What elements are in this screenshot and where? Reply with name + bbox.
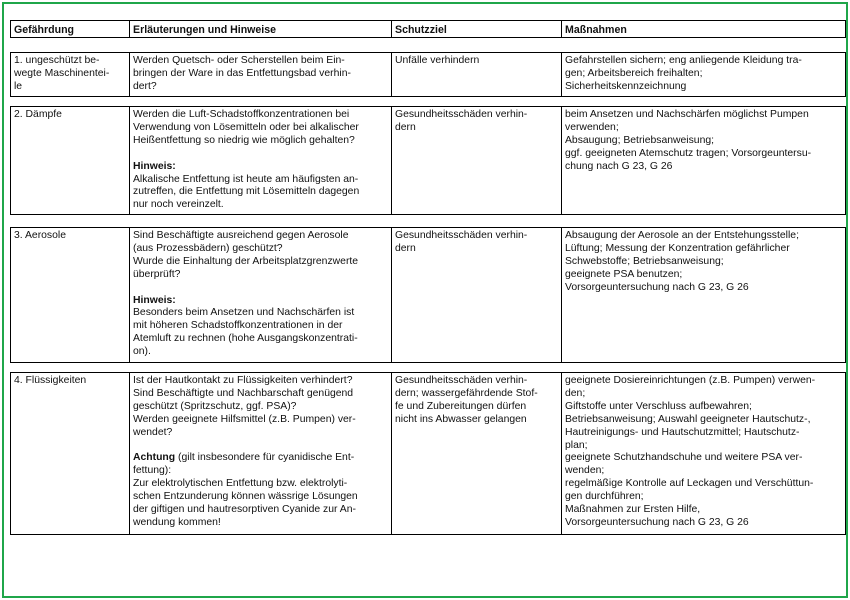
explanation-cell: Werden Quetsch- oder Scherstellen beim Ein- bringen der Ware in das Entfettungsbad verhin- dert? (129, 53, 391, 96)
header-explanation: Erläuterungen und Hinweise (129, 21, 391, 37)
header-goal: Schutzziel (391, 21, 561, 37)
note-label-rest: (gilt insbesondere für cyanidische Ent- (175, 452, 355, 464)
hazard-cell: 2. Dämpfe (14, 109, 62, 120)
header-hazard: Gefährdung (14, 24, 75, 36)
table-row-3 (10, 227, 846, 363)
explanation-cell (129, 107, 391, 214)
table-row-4 (10, 372, 846, 535)
note-label: Hinweis: (133, 160, 176, 172)
note-text: Besonders beim Ansetzen und Nachschärfen ist mit höheren Schadstoffkonzentrationen in der Atemluft zu rechnen (hohe Ausgangskonzentrati- on). (133, 307, 358, 358)
goal-cell: Gesundheitsschäden verhin- dern; wassergefährdende Stof- fe und Zubereitungen dürfen nicht ins Abwasser gelangen (391, 373, 561, 534)
goal-cell: Unfälle verhindern (391, 53, 561, 96)
note-text: Alkalische Entfettung ist heute am häufigsten an- zutreffen, die Entfettung mit Lösemitteln dagegen nur noch vereinzelt. (133, 173, 360, 211)
explanation-text: Ist der Hautkontakt zu Flüssigkeiten verhindert? Sind Beschäftigte und Nachbarschaft genügend geschützt (Spritzschutz, ggf. PSA)? Werden geeignete Hilfsmittel (z.B. Pumpen) ver- wendet? (133, 375, 356, 438)
note-label: Hinweis: (133, 294, 176, 306)
hazard-cell: 4. Flüssigkeiten (14, 375, 87, 386)
goal-cell: Gesundheitsschäden verhin- dern (391, 107, 561, 214)
measures-cell: geeignete Dosiereinrichtungen (z.B. Pumpen) verwen- den; Giftstoffe unter Verschluss aufbewahren; Betriebsanweisung; Auswahl geeigneter Hautschutz-, Hautreinigungs- und Hautschutzmittel; Hautschutz- plan; geeignete Schutzhandschuhe und weitere PSA ver- wenden; regelmäßige Kontrolle auf Leckagen und Verschüttun- gen durchführen; Maßnahmen zur Ersten Hilfe, Vorsorgeuntersuchung nach G 23, G 26 (561, 373, 845, 534)
table-header (10, 20, 846, 38)
explanation-cell (129, 373, 391, 534)
goal-cell: Gesundheitsschäden verhin- dern (391, 228, 561, 362)
header-measures: Maßnahmen (561, 21, 845, 37)
note-label: Achtung (133, 452, 176, 464)
explanation-text: Werden die Luft-Schadstoffkonzentrationen bei Verwendung von Lösemitteln oder bei alkalischer Heißentfettung so niedrig wie möglich gehalten? (133, 109, 359, 146)
explanation-text: Sind Beschäftigte ausreichend gegen Aerosole (aus Prozessbädern) geschützt? Wurde die Einhaltung der Arbeitsplatzgrenzwerte überprüft? (133, 230, 359, 280)
measures-cell: Gefahrstellen sichern; eng anliegende Kleidung tra- gen; Arbeitsbereich freihalten; Sicherheitskennzeichnung (561, 53, 845, 96)
measures-cell: Absaugung der Aerosole an der Entstehungsstelle; Lüftung; Messung der Konzentration gefährlicher Schwebstoffe; Betriebsanweisung; geeignete PSA benutzen; Vorsorgeuntersuchung nach G 23, G 26 (561, 228, 845, 362)
table-row-1 (10, 52, 846, 97)
hazard-cell: 1. ungeschützt be- wegte Maschinentei- le (14, 55, 110, 92)
page-frame (2, 2, 848, 598)
hazard-cell: 3. Aerosole (14, 230, 66, 241)
explanation-cell (129, 228, 391, 362)
measures-cell: beim Ansetzen und Nachschärfen möglichst Pumpen verwenden; Absaugung; Betriebsanweisung; ggf. geeigneten Atemschutz tragen; Vorsorgeuntersu- chung nach G 23, G 26 (561, 107, 845, 214)
note-text: fettung): Zur elektrolytischen Entfettung bzw. elektrolyti- schen Entzunderung können wässrige Lösungen der giftigen und hautresorptiven Cyanide zur An- wendung kommen! (133, 465, 358, 528)
table-row-2 (10, 106, 846, 215)
